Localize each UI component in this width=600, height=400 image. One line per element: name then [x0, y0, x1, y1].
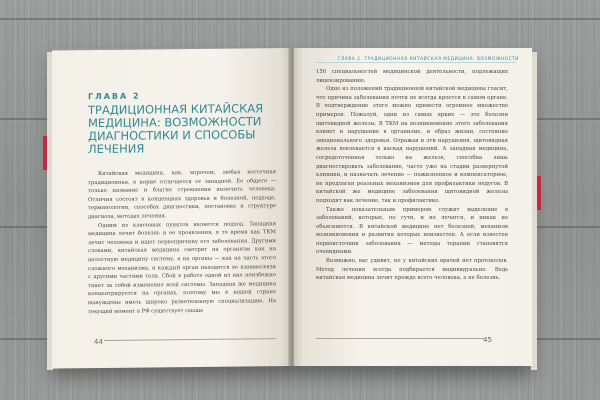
chapter-title-line: МЕДИЦИНА: ВОЗМОЖНОСТИ: [88, 114, 262, 131]
chapter-title-line: ТРАДИЦИОННАЯ КИТАЙСКАЯ: [88, 101, 264, 118]
right-body-text: [316, 68, 508, 283]
page-number: 45: [483, 336, 492, 344]
footer-rule: [316, 338, 484, 339]
wood-plank-gap: [0, 18, 600, 20]
chapter-title-line: ДИАГНОСТИКИ И СПОСОБЫ ЛЕЧЕНИЯ: [88, 127, 256, 157]
section-tab-marker-right: [537, 176, 541, 210]
footer-rule: [104, 338, 276, 341]
paragraph: 150 специальностей медицинской деятельности, подлежащих лицензированию.: [316, 69, 508, 84]
section-tab-marker-left: [43, 136, 47, 170]
chapter-title: [88, 102, 278, 156]
right-page: [294, 48, 532, 366]
open-book: [52, 48, 532, 366]
paragraph: Одно из положений традиционной китайской медицины гласит, что причина заболевания почти не всегда кроется в самом органе. В подтверждение этого можно привести огромное множество примеров. Пожалуй, одни из самых ярких — это болезни щитовидной железы. В ТКМ на возникновение этого заболевания влияет и нарушение в организме, и образ жизни, состояние эмоционального здоровья. Отражая и эти нарушения, щитовидная железа вовлекается в каскад нарушений. А западная медицина, сосредоточенная только на железе, способна лишь диагностировать заболевание, часто уже на стадии развернутой клиники, и назначать лечение — пожизненное и компенсаторное, не предлагая реальных механизмов для профилактики недугов. В китайской же медицине заболевания щитовидной железы подходят как лечение, так и профилактике.: [316, 86, 508, 204]
paragraph: Китайская медицина, как, впрочем, любая восточная традиционная, в корне отличается от западной. Ее общего — только название и благие стремления вылечить человека. Отличия состоят в концепциях здоровья и болезней, подходе, терминологии, способах диагностики, постановке и структуре диагноза, методах лечения.: [88, 169, 276, 221]
left-page: [52, 48, 290, 368]
running-head: ГЛАВА 2. ТРАДИЦИОННАЯ КИТАЙСКАЯ МЕДИЦИНА: ВОЗМОЖНОСТИ: [338, 56, 519, 61]
paragraph: Также показательным примером служит выделение в заболеваний, которые, по сути, и не лечатся, и никак не объясняются. В китайской медицине нет болезней, механизм возникновения и развития которых неизвестен. А если известен первоисточник заболевания — методы терапии становятся очевидными.: [316, 206, 508, 256]
left-body-text: [88, 168, 276, 316]
page-number: 44: [94, 337, 103, 347]
paragraph: Одним из ключевых пунктов является подход. Западная медицина лечит болезнь и ее проявления, в то время как ТКМ лечит человека и ищет первопричину его заболевания. Другими словами, китайская медицина смотрит на организм как на целостную медицину систему, а на органы — как на часть этого сложного механизма, и каждый орган находится во взаимосвязи с другими частями тела. Сбой в работе одной из них неизбежно тянет за собой изменение всей системы. Западная же медицина концентрируется на органах, поэтому мы в нашей стране вынуждены иметь широко разветвленную специализацию. На текущий момент в РФ существует свыше: [88, 220, 276, 315]
chapter-label: ГЛАВА 2: [88, 91, 141, 102]
paragraph: Возможно, вас удивит, но у китайских врачей нет протоколов. Метод лечения всегда подбирается индивидуально. Ведь китайская медицина лечит прежде всего человека, а не болезнь.: [316, 258, 508, 282]
header-rule: [316, 62, 516, 63]
